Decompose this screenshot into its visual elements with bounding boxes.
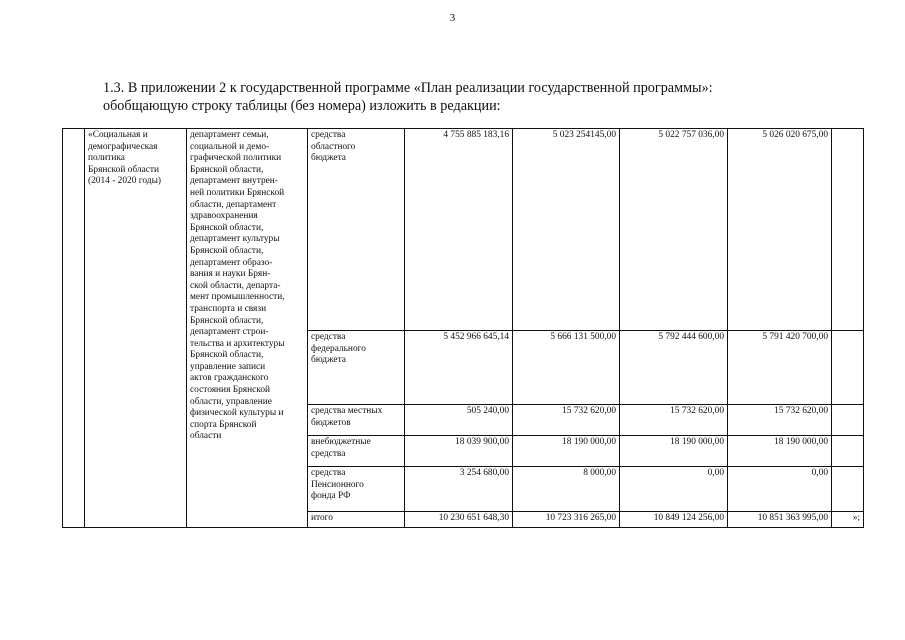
amendment-line-1: 1.3. В приложении 2 к государственной программе «План реализации государственной программы»: xyxy=(103,80,713,96)
value-cell: 3 254 680,00 xyxy=(405,467,513,512)
funding-source-cell: средства областного бюджета xyxy=(308,129,405,331)
total-value-cell: 10 851 363 995,00 xyxy=(728,512,832,528)
value-cell: 5 026 020 675,00 xyxy=(728,129,832,331)
value-cell: 505 240,00 xyxy=(405,405,513,436)
value-cell: 5 023 254145,00 xyxy=(513,129,620,331)
value-cell: 5 792 444 600,00 xyxy=(620,331,728,405)
value-cell: 18 190 000,00 xyxy=(513,436,620,467)
value-cell: 15 732 620,00 xyxy=(513,405,620,436)
value-cell: 0,00 xyxy=(728,467,832,512)
value-cell: 18 190 000,00 xyxy=(728,436,832,467)
closing-cell xyxy=(832,405,864,436)
funding-source-cell: внебюджетные средства xyxy=(308,436,405,467)
value-cell: 18 190 000,00 xyxy=(620,436,728,467)
funding-source-cell: средства местных бюджетов xyxy=(308,405,405,436)
value-cell: 0,00 xyxy=(620,467,728,512)
closing-cell xyxy=(832,436,864,467)
closing-cell xyxy=(832,467,864,512)
value-cell: 5 791 420 700,00 xyxy=(728,331,832,405)
table-row xyxy=(63,129,864,331)
value-cell: 4 755 885 183,16 xyxy=(405,129,513,331)
total-value-cell: 10 723 316 265,00 xyxy=(513,512,620,528)
total-value-cell: 10 849 124 256,00 xyxy=(620,512,728,528)
amendment-paragraph xyxy=(103,79,823,115)
value-cell: 5 666 131 500,00 xyxy=(513,331,620,405)
funding-source-cell: средства федерального бюджета xyxy=(308,331,405,405)
value-cell: 15 732 620,00 xyxy=(620,405,728,436)
closing-cell xyxy=(832,129,864,331)
page-number: 3 xyxy=(449,12,456,24)
program-name-cell: «Социальная и демографическая политика Брянской области (2014 - 2020 годы) xyxy=(85,129,187,528)
value-cell: 18 039 900,00 xyxy=(405,436,513,467)
amendment-line-2: обобщающую строку таблицы (без номера) изложить в редакции: xyxy=(103,98,501,114)
total-value-cell: 10 230 651 648,30 xyxy=(405,512,513,528)
executors-cell: департамент семьи, социальной и демо- графической политики Брянской области, департамент внутрен- ней политики Брянской области, департамент здравоохранения Брянской области, департамент культуры Брянской области, департамент образо- вания и науки Брян- ской области, департа- мент промышленности, транспорта и связи Брянской области, департамент строи- тельства и архитектуры Брянской области, управление записи актов гражданского состояния Брянской области, управление физической культуры и спорта Брянской области xyxy=(187,129,308,528)
closing-quote-cell: »; xyxy=(832,512,864,528)
empty-number-cell xyxy=(63,129,85,528)
funding-source-cell: средства Пенсионного фонда РФ xyxy=(308,467,405,512)
value-cell: 5 452 966 645,14 xyxy=(405,331,513,405)
funding-source-cell: итого xyxy=(308,512,405,528)
value-cell: 15 732 620,00 xyxy=(728,405,832,436)
closing-cell xyxy=(832,331,864,405)
plan-table xyxy=(62,128,864,528)
value-cell: 5 022 757 036,00 xyxy=(620,129,728,331)
value-cell: 8 000,00 xyxy=(513,467,620,512)
